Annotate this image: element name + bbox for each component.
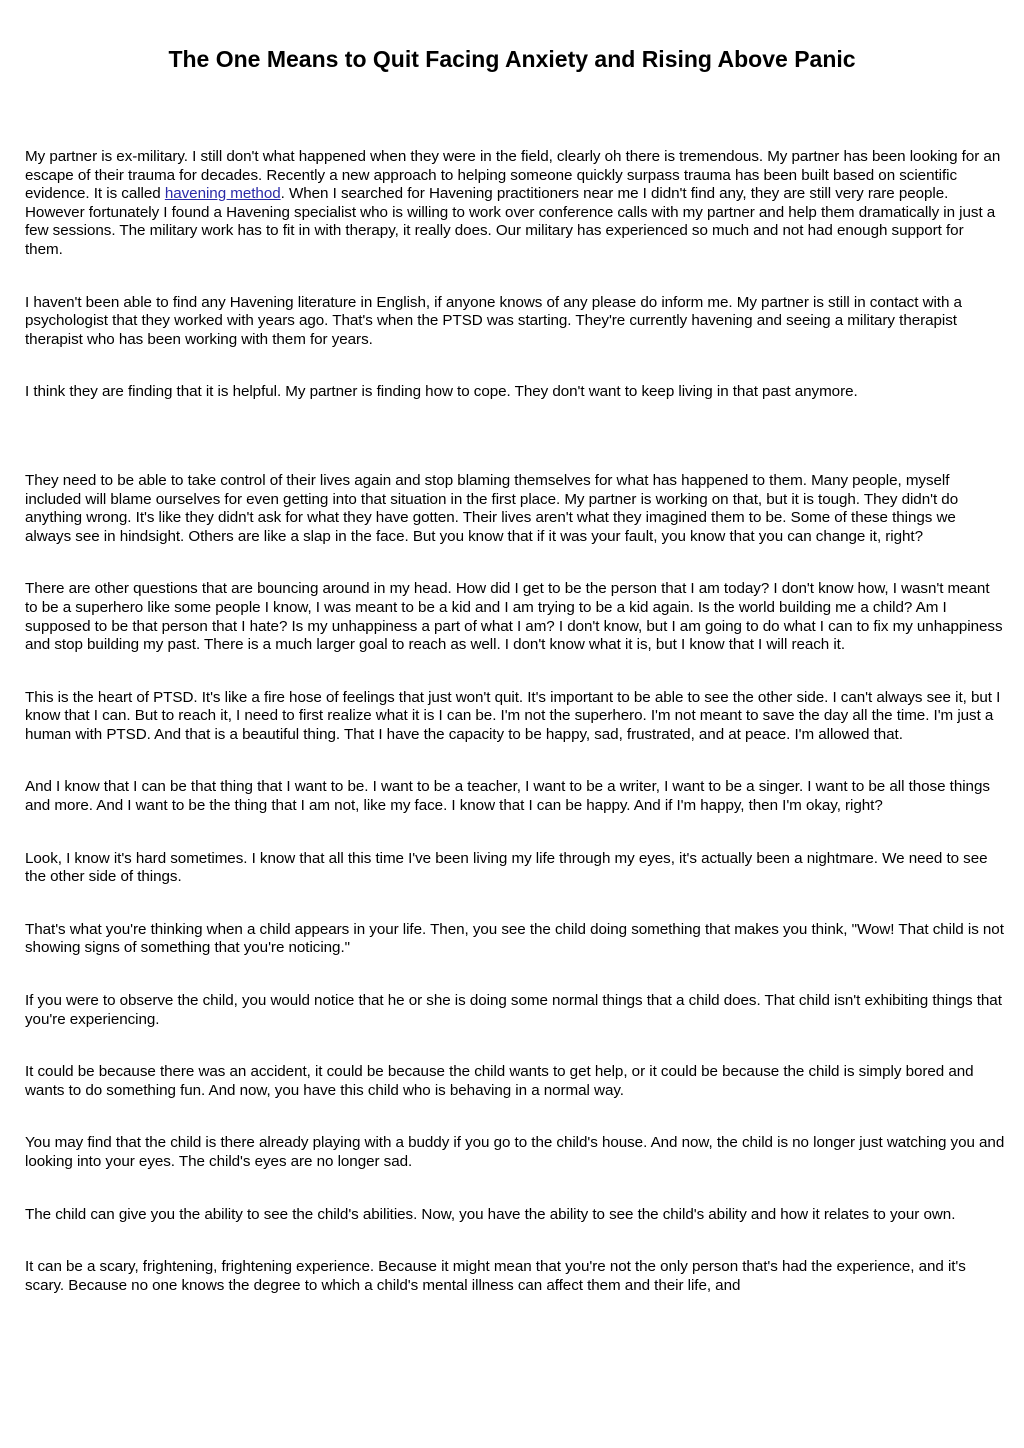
- paragraph-10: If you were to observe the child, you would notice that he or she is doing some normal things that a child does. That child isn't exhibiting things that you're experiencing.: [25, 992, 1002, 1028]
- paragraph-1-text-before: My partner is ex-military. I still don't what happened when they were in the field, clearly oh there is tremendous. My partner has been looking for an escape of their trauma for decades. Recently a new approach to helping someone quickly surpass trauma has been built based on scientific evidence. It is called: [25, 148, 1001, 203]
- paragraph-1-text-after: . When I searched for Havening practitioners near me I didn't find any, they are still very rare people. However fortunately I found a Havening specialist who is willing to work over conference calls with my partner and help them dramatically in just a few sessions. The military work has to fit in with therapy, it really does. Our military has experienced so much and not had enough support for them.: [25, 185, 996, 258]
- paragraph-1: [25, 148, 1005, 260]
- paragraph-11: It could be because there was an accident, it could be because the child wants to get help, or it could be because the child is simply bored and wants to do something fun. And now, you have this child who is behaving in a normal way.: [25, 1063, 974, 1099]
- paragraph-2: I haven't been able to find any Havening literature in English, if anyone knows of any please do inform me. My partner is still in contact with a psychologist that they worked with years ago. That's when the PTSD was starting. They're currently havening and seeing a military therapist therapist who has been working with them for years.: [25, 293, 962, 348]
- article-body: [25, 148, 1005, 1295]
- havening-method-link[interactable]: havening method: [164, 185, 281, 203]
- paragraph-5: There are other questions that are bouncing around in my head. How did I get to be the person that I am today? I don't know how, I wasn't meant to be a superhero like some people I know, I was meant to be a kid and I am trying to be a kid again. Is the world building me a child? Am I supposed to be that person that I hate? Is my unhappiness a part of what I am? I don't know, but I am going to do what I can to fix my unhappiness and stop building my past. There is a much larger goal to reach as well. I don't know what it is, but I know that I will reach it.: [25, 580, 1003, 654]
- paragraph-12: You may find that the child is there already playing with a buddy if you go to the child's house. And now, the child is no longer just watching you and looking into your eyes. The child's eyes are no longer sad.: [25, 1134, 1005, 1170]
- paragraph-13: The child can give you the ability to see the child's abilities. Now, you have the ability to see the child's ability and how it relates to your own.: [25, 1205, 956, 1223]
- paragraph-9: That's what you're thinking when a child appears in your life. Then, you see the child doing something that makes you think, "Wow! That child is not showing signs of something that you're noticing.": [25, 920, 1004, 957]
- paragraph-8: Look, I know it's hard sometimes. I know that all this time I've been living my life through my eyes, it's actually been a nightmare. We need to see the other side of things.: [25, 849, 988, 886]
- page-title: The One Means to Quit Facing Anxiety and Rising Above Panic: [168, 46, 856, 72]
- paragraph-7: And I know that I can be that thing that I want to be. I want to be a teacher, I want to be a writer, I want to be a singer. I want to be all those things and more. And I want to be the thing that I am not, like my face. I know that I can be happy. And if I'm happy, then I'm okay, right?: [25, 778, 990, 815]
- paragraph-3: I think they are finding that it is helpful. My partner is finding how to cope. They don't want to keep living in that past anymore.: [25, 383, 858, 401]
- paragraph-6: This is the heart of PTSD. It's like a fire hose of feelings that just won't quit. It's important to be able to see the other side. I can't always see it, but I know that I can. But to reach it, I need to first realize what it is I can be. I'm not the superhero. I'm not meant to save the day all the time. I'm just a human with PTSD. And that is a beautiful thing. That I have the capacity to be happy, sad, frustrated, and at peace. I'm allowed that.: [25, 688, 1001, 743]
- paragraph-4: They need to be able to take control of their lives again and stop blaming themselves for what has happened to them. Many people, myself included will blame ourselves for even getting into that situation in the first place. My partner is working on that, but it is tough. They didn't do anything wrong. It's like they didn't ask for what they have gotten. Their lives aren't what they imagined them to be. Some of these things we always see in hindsight. Others are like a slap in the face. But you know that if it was your fault, you know that you can change it, right?: [25, 471, 959, 545]
- paragraph-14: It can be a scary, frightening, frightening experience. Because it might mean that you're not the only person that's had the experience, and it's scary. Because no one knows the degree to which a child's mental illness can affect them and their life, and: [25, 1258, 966, 1294]
